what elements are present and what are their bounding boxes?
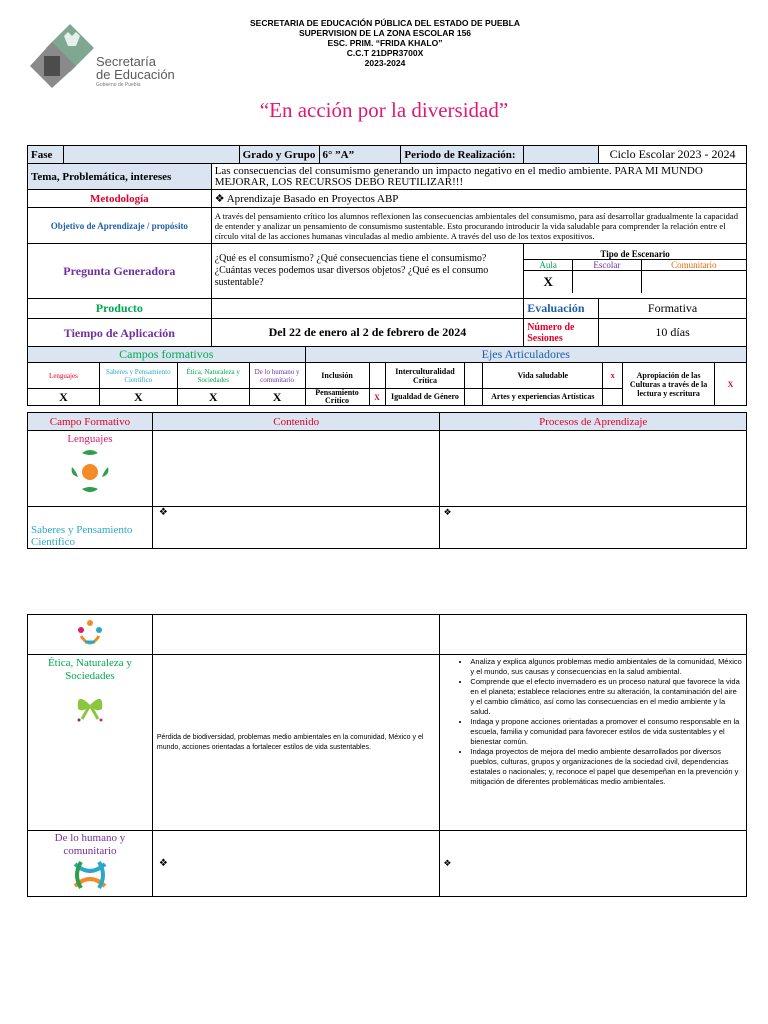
eje-apropiacion: Apropiación de las Culturas a través de la lectura y escritura: [623, 363, 715, 406]
objetivo-label: Objetivo de Aprendizaje / propósito: [28, 208, 212, 244]
header-line-3: ESC. PRIM. “FRIDA KHALO”: [327, 38, 443, 48]
tiempo-label: Tiempo de Aplicación: [28, 319, 212, 347]
tema-label: Tema, Problemática, intereses: [28, 164, 212, 190]
ciclo-escolar: Ciclo Escolar 2023 - 2024: [599, 146, 747, 164]
lenguajes-label: Lenguajes: [67, 433, 113, 445]
eje-apropiacion-mark: X: [715, 363, 747, 406]
logo-text-1: Secretaría: [96, 54, 156, 69]
tiempo-value: Del 22 de enero al 2 de febrero de 2024: [211, 319, 523, 347]
planning-table-1: [27, 412, 747, 549]
producto-label: Producto: [28, 299, 212, 319]
page-title: “En acción por la diversidad”: [259, 98, 509, 122]
etica-icon: [73, 689, 107, 723]
sep-logo-icon: [30, 22, 95, 88]
eje-pensamiento: Pensamiento Crítico: [305, 389, 369, 406]
grado-label: Grado y Grupo: [239, 146, 319, 164]
etica-label: Ética, Naturaleza y Sociedades: [47, 657, 132, 682]
escenario-table: [524, 249, 746, 293]
eje-intercult: Interculturalidad Crítica: [385, 363, 465, 389]
campo-saberes: Saberes y Pensamiento Científico: [99, 363, 177, 389]
humano-label: De lo humano y comunitario: [54, 832, 126, 857]
humano-contenido: ❖: [152, 831, 440, 897]
eje-vida: Vida saludable: [483, 363, 603, 389]
saberes-icon: [75, 618, 105, 648]
etica-procesos-list: [452, 657, 742, 787]
fase-label: Fase: [28, 146, 64, 164]
logo-text-2: de Educación: [96, 67, 175, 82]
campo-saberes-mark: X: [99, 389, 177, 406]
grado-value: 6° ”A”: [319, 146, 401, 164]
lenguajes-cell: [28, 431, 153, 507]
etica-proceso-item: • Analiza y explica algunos problemas medio ambientales de la comunidad, México y el mundo, sus causas y consecuencias en la salud ambiental.: [470, 657, 742, 677]
etica-proceso-item: • Indaga y propone acciones orientadas a promover el consumo responsable en la escuela, familia y comunidad para favorecer estilos de vida sustentables y el bienestar común.: [470, 717, 742, 747]
etica-proceso-item: • Comprende que el efecto invernadero es un proceso natural que favorece la vida en el planeta; establece relaciones entre su alteración, la contaminación del aire y el cambio climático, así como las consecuencias en el medio ambiente y la salud.: [470, 677, 742, 717]
eje-artes-mark: [603, 389, 623, 406]
escenario-title: Tipo de Escenario: [524, 249, 746, 260]
periodo-label: Periodo de Realización:: [401, 146, 524, 164]
eje-artes: Artes y experiencias Artísticas: [483, 389, 603, 406]
pregunta-label: Pregunta Generadora: [28, 244, 212, 299]
campo-humano-mark: X: [249, 389, 305, 406]
institution-header: [200, 18, 570, 68]
campo-etica-mark: X: [177, 389, 249, 406]
plan-header-campo: Campo Formativo: [28, 413, 153, 431]
header-line-5: 2023-2024: [364, 58, 406, 68]
header-line-4: C.C.T 21DPR3700X: [346, 48, 424, 58]
fase-value: [63, 146, 239, 164]
info-table: [27, 145, 747, 347]
escenario-comunitario: Comunitario: [641, 260, 746, 271]
campo-etica: Ética, Naturaleza y Sociedades: [177, 363, 249, 389]
etica-proceso-item: • Indaga proyectos de mejora del medio ambiente desarrollados por diversos pueblos, culturas, grupos y organizaciones de la sociedad civil, dependencias estatales o nacionales; y, reconoce el papel que desempeñan en la prevención y mitigación de diferentes problemáticas medio ambientales.: [470, 747, 742, 787]
saberes-icon-cell: [28, 615, 153, 655]
sesiones-value: 10 días: [599, 319, 747, 347]
escenario-aula-mark: X: [524, 271, 572, 293]
tema-value: Las consecuencias del consumismo generando un impacto negativo en el medio ambiente. PARA MI MUNDO MEJORAR, LOS RECURSOS DEBO REUTILIZAR!!!: [211, 164, 746, 190]
eje-pensamiento-mark: X: [369, 389, 385, 406]
saberes-label: Saberes y Pensamiento Científico: [28, 507, 153, 549]
planning-table-2: [27, 614, 747, 897]
saberes-procesos: ❖: [440, 507, 747, 549]
periodo-value: [524, 146, 599, 164]
etica-cell: [28, 655, 153, 831]
plan-header-contenido: Contenido: [152, 413, 440, 431]
eje-inclusion-mark: [369, 363, 385, 389]
lenguajes-icon: [66, 445, 114, 497]
evaluacion-value: Formativa: [599, 299, 747, 319]
humano-icon: [71, 858, 109, 892]
saberes-contenido: ❖: [152, 507, 440, 549]
ejes-title: Ejes Articuladores: [305, 347, 746, 363]
eje-igualdad: Igualdad de Género: [385, 389, 465, 406]
header-line-1: SECRETARIA DE EDUCACIÓN PÚBLICA DEL ESTADO DE PUEBLA: [250, 18, 520, 28]
escenario-escolar-mark: [573, 271, 642, 293]
escenario-escolar: Escolar: [573, 260, 642, 271]
humano-cell: [28, 831, 153, 897]
etica-contenido: Pérdida de biodiversidad, problemas medio ambientales en la comunidad, México y el mundo, acciones orientadas a fortalecer estilos de vida sustentables.: [152, 655, 440, 831]
sesiones-label: Número de Sesiones: [524, 319, 599, 347]
campo-lenguajes: Lenguajes: [28, 363, 100, 389]
campos-ejes-table: [27, 346, 747, 406]
escenario-cell: [524, 244, 747, 299]
campo-lenguajes-mark: X: [28, 389, 100, 406]
producto-value: [211, 299, 523, 319]
metodologia-value: ❖ Aprendizaje Basado en Proyectos ABP: [211, 190, 746, 208]
evaluacion-label: Evaluación: [524, 299, 599, 319]
pregunta-value: ¿Qué es el consumismo? ¿Qué consecuencias tiene el consumismo? ¿Cuántas veces podemos usar diversos objetos? ¿Qué es el consumo sustentable?: [211, 244, 523, 299]
logo-text-3: Gobierno de Puebla: [96, 82, 141, 88]
eje-intercult-mark: [465, 363, 483, 389]
humano-procesos: ❖: [440, 831, 747, 897]
eje-igualdad-mark: [465, 389, 483, 406]
campos-title: Campos formativos: [28, 347, 306, 363]
escenario-aula: Aula: [524, 260, 572, 271]
header-line-2: SUPERVISION DE LA ZONA ESCOLAR 156: [298, 28, 472, 38]
campo-humano: De lo humano y comunitario: [249, 363, 305, 389]
escenario-comunitario-mark: [641, 271, 746, 293]
objetivo-value: A través del pensamiento crítico los alumnos reflexionen las consecuencias ambientales del consumismo, para así desarrollar gradualmente la capacidad de entender y analizar un pensamiento de consumismo sustentable. Esto procurando introducir la vida saludable para comprender la relación entre el círculo vital de las acciones humanas vinculadas al medio ambiente. A través del uso de los textos expositivos.: [211, 208, 746, 244]
eje-inclusion: Inclusión: [305, 363, 369, 389]
eje-vida-mark: x: [603, 363, 623, 389]
etica-procesos-cell: [440, 655, 747, 831]
plan-header-procesos: Procesos de Aprendizaje: [440, 413, 747, 431]
metodologia-label: Metodología: [28, 190, 212, 208]
